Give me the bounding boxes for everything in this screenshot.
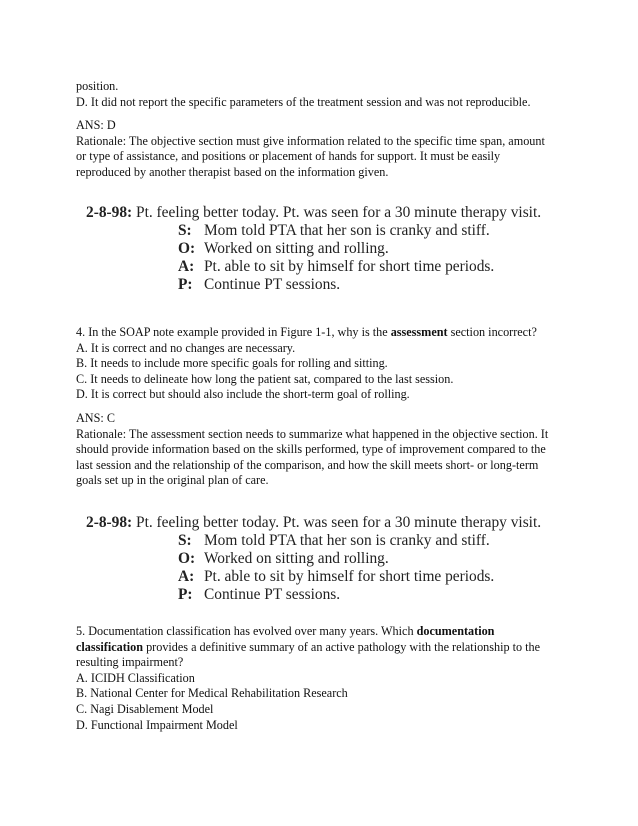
- figure-date: 2-8-98:: [86, 204, 133, 221]
- soap-note-figure-1: [86, 204, 556, 296]
- question-5-stem-line: [76, 640, 571, 656]
- soap-a-text: Pt. able to sit by himself for short time periods.: [204, 258, 495, 275]
- stem-bold-text: documentation: [416, 624, 495, 638]
- stem-bold-text: classification: [76, 639, 144, 654]
- soap-s-text: Mom told PTA that her son is cranky and stiff.: [204, 532, 490, 549]
- soap-o-key: O:: [178, 240, 196, 257]
- option-a: A. It is correct and no changes are necessary.: [76, 340, 296, 355]
- question-5: [76, 624, 571, 733]
- question-4: [76, 325, 571, 403]
- soap-a-key: A:: [178, 568, 195, 585]
- answer-4-block: [76, 411, 571, 489]
- rationale-line: should provide information based on the skills performed, type of improvement compared to the: [76, 442, 546, 457]
- soap-o-row: [178, 550, 389, 568]
- soap-o-row: [178, 240, 389, 258]
- question-3-tail: [76, 79, 571, 110]
- soap-p-key: P:: [178, 276, 193, 293]
- question-5-stem-line: [76, 624, 571, 640]
- stem-bold-text: assessment: [390, 325, 448, 339]
- option-c: C. It needs to delineate how long the patient sat, compared to the last session.: [76, 371, 454, 386]
- rationale-line: or type of assistance, and positions or placement of hands for support. It must be easily: [76, 149, 501, 164]
- rationale-line: Rationale: The assessment section needs to summarize what happened in the objective section. It: [76, 426, 549, 441]
- figure-header-row: [86, 514, 541, 532]
- answer-label: ANS: D: [76, 118, 116, 132]
- stem-text: 5. Documentation classification has evolved over many years. Which: [76, 624, 417, 638]
- option-b: B. It needs to include more specific goals for rolling and sitting.: [76, 356, 388, 371]
- stem-text: section incorrect?: [447, 325, 537, 339]
- option-d: D. It is correct but should also include the short-term goal of rolling.: [76, 387, 410, 402]
- figure-intro: Pt. feeling better today. Pt. was seen for a 30 minute therapy visit.: [136, 204, 542, 221]
- option-a: A. ICIDH Classification: [76, 670, 195, 685]
- soap-o-text: Worked on sitting and rolling.: [204, 550, 389, 567]
- soap-s-key: S:: [178, 222, 192, 239]
- answer-label: ANS: C: [76, 411, 115, 425]
- soap-a-row: [178, 568, 494, 586]
- question-5-stem-line: resulting impairment?: [76, 655, 184, 670]
- option-d: D. It did not report the specific parameters of the treatment session and was not reproducible.: [76, 94, 531, 109]
- soap-o-text: Worked on sitting and rolling.: [204, 240, 389, 257]
- question-4-stem: [76, 325, 571, 341]
- soap-note-figure-2: [86, 514, 556, 606]
- soap-p-text: Continue PT sessions.: [204, 276, 341, 293]
- rationale-line: last session and the relationship of the comparison, and how the skill meets short- or long-term: [76, 457, 539, 472]
- soap-p-row: [178, 276, 340, 294]
- option-c: C. Nagi Disablement Model: [76, 701, 214, 716]
- rationale-line: Rationale: The objective section must give information related to the specific time span, amount: [76, 133, 545, 148]
- soap-a-text: Pt. able to sit by himself for short time periods.: [204, 568, 495, 585]
- soap-p-text: Continue PT sessions.: [204, 586, 341, 603]
- soap-p-row: [178, 586, 340, 604]
- figure-intro: Pt. feeling better today. Pt. was seen for a 30 minute therapy visit.: [136, 514, 542, 531]
- soap-p-key: P:: [178, 586, 193, 603]
- soap-a-key: A:: [178, 258, 195, 275]
- answer-3-block: [76, 118, 571, 180]
- soap-s-key: S:: [178, 532, 192, 549]
- option-b: B. National Center for Medical Rehabilitation Research: [76, 686, 348, 701]
- soap-s-row: [178, 532, 490, 550]
- tail-text: position.: [76, 79, 119, 93]
- stem-text: provides a definitive summary of an active pathology with the relationship to the: [143, 639, 541, 654]
- option-d: D. Functional Impairment Model: [76, 717, 238, 732]
- rationale-line: reproduced by another therapist based on the information given.: [76, 164, 389, 179]
- figure-header-row: [86, 204, 541, 222]
- soap-o-key: O:: [178, 550, 196, 567]
- soap-s-row: [178, 222, 490, 240]
- soap-a-row: [178, 258, 494, 276]
- soap-s-text: Mom told PTA that her son is cranky and stiff.: [204, 222, 490, 239]
- stem-text: 4. In the SOAP note example provided in Figure 1-1, why is the: [76, 325, 391, 339]
- figure-date: 2-8-98:: [86, 514, 133, 531]
- rationale-line: goals set up in the original plan of care.: [76, 473, 269, 488]
